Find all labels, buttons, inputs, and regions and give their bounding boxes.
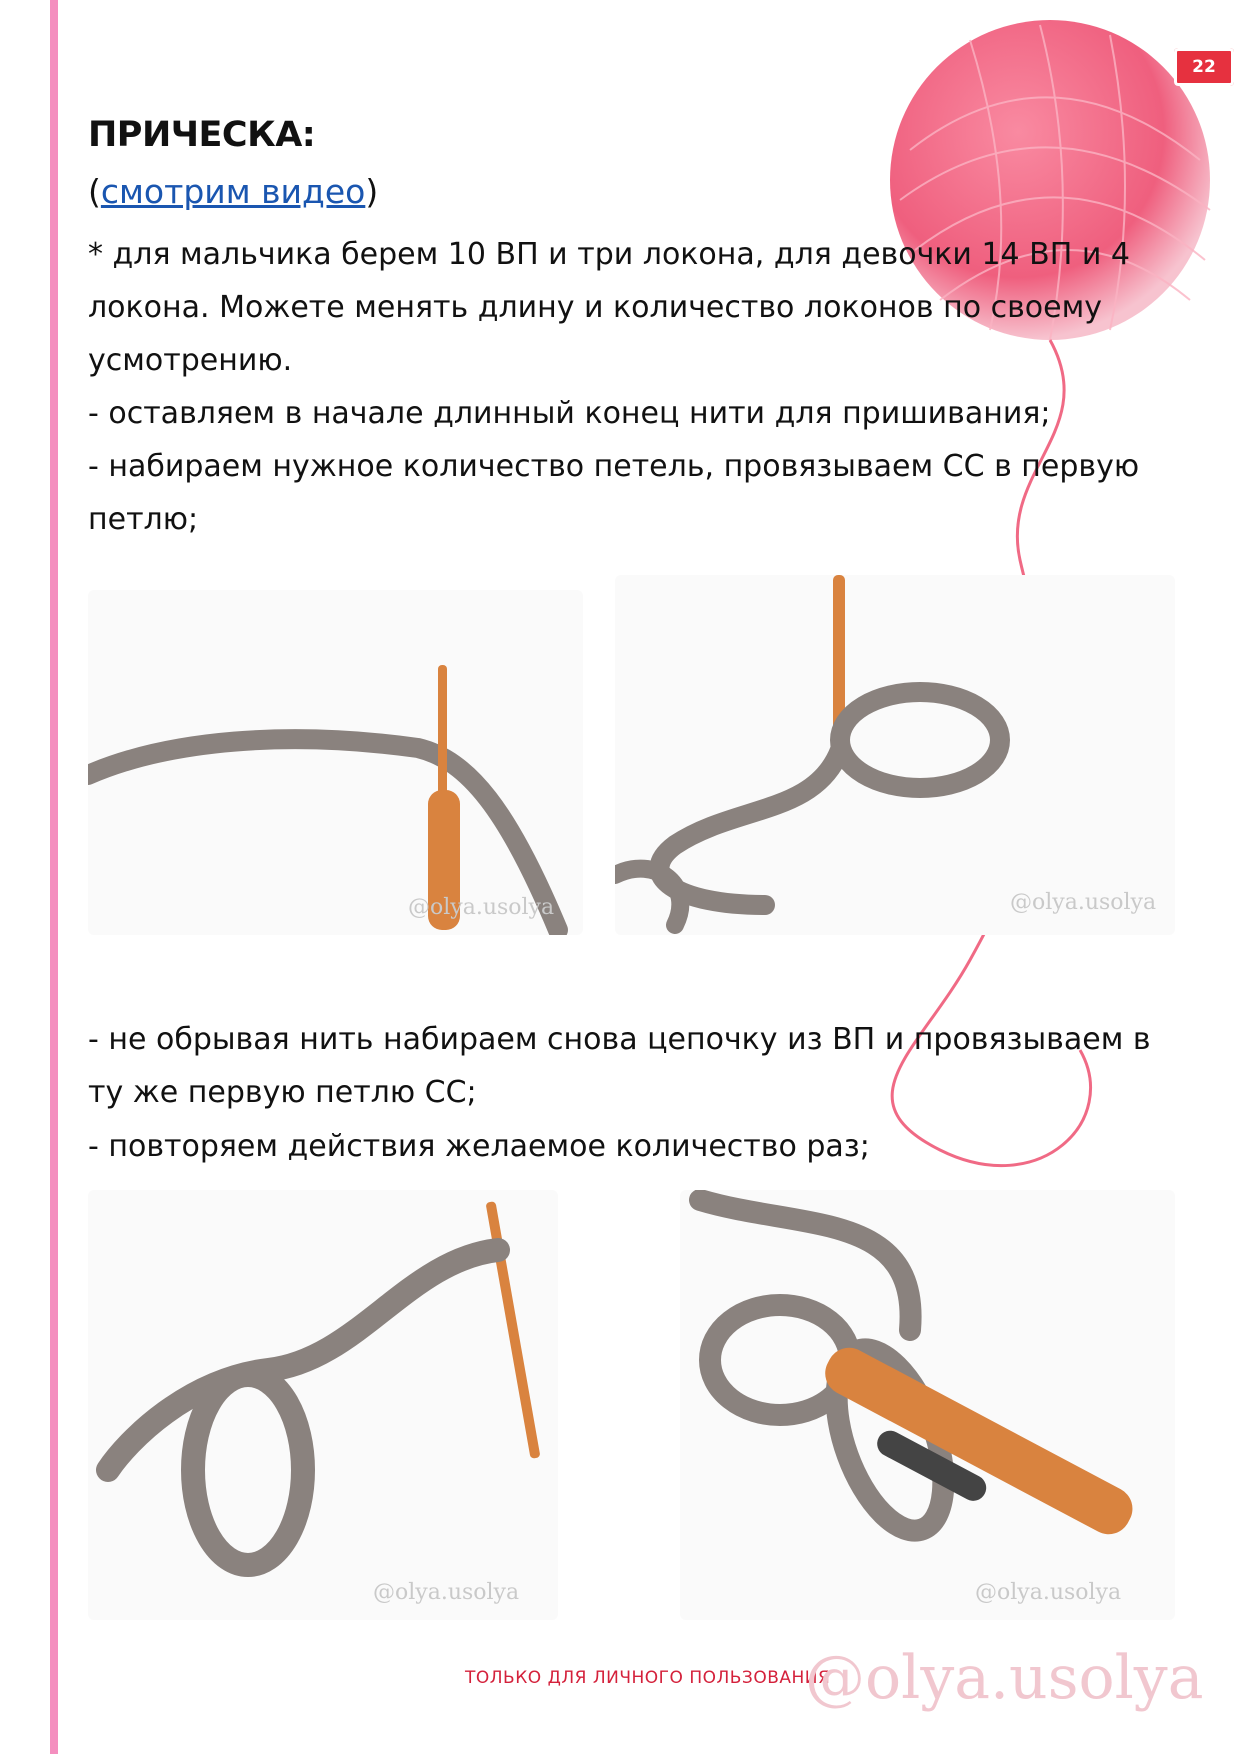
- photo-watermark: @olya.usolya: [1010, 890, 1157, 915]
- paragraph-step-4: - повторяем действия желаемое количество раз;: [88, 1129, 870, 1164]
- paren-close: ): [365, 172, 379, 211]
- section-title: ПРИЧЕСКА:: [88, 115, 316, 155]
- watch-video-link[interactable]: смотрим видео: [100, 172, 366, 211]
- video-link-line: [88, 172, 378, 211]
- photo-step-2: [615, 575, 1175, 935]
- photo-step-1: [88, 590, 583, 935]
- page-number: 22: [1192, 57, 1216, 77]
- footer-brand-watermark: @olya.usolya: [805, 1643, 1204, 1713]
- paragraph-intro: * для мальчика берем 10 ВП и три локона, для девочки 14 ВП и 4 локона. Можете менять длину и количество локонов по своему усмотрению.: [88, 237, 1130, 378]
- footer-notice: ТОЛЬКО ДЛЯ ЛИЧНОГО ПОЛЬЗОВАНИЯ: [465, 1668, 831, 1688]
- paragraph-step-2: - набираем нужное количество петель, провязываем СС в первую петлю;: [88, 449, 1140, 537]
- paragraph-step-1: - оставляем в начале длинный конец нити для пришивания;: [88, 396, 1051, 431]
- paragraph-step-3: - не обрывая нить набираем снова цепочку из ВП и провязываем в ту же первую петлю СС;: [88, 1022, 1151, 1110]
- page-left-border: [50, 0, 58, 1754]
- photo-step-4: [680, 1190, 1175, 1620]
- photo-watermark: @olya.usolya: [975, 1580, 1122, 1605]
- photo-step-3: [88, 1190, 558, 1620]
- photo-watermark: @olya.usolya: [408, 895, 555, 920]
- photo-watermark: @olya.usolya: [373, 1580, 520, 1605]
- paren-open: (: [88, 172, 101, 211]
- page-number-badge: [1174, 48, 1234, 86]
